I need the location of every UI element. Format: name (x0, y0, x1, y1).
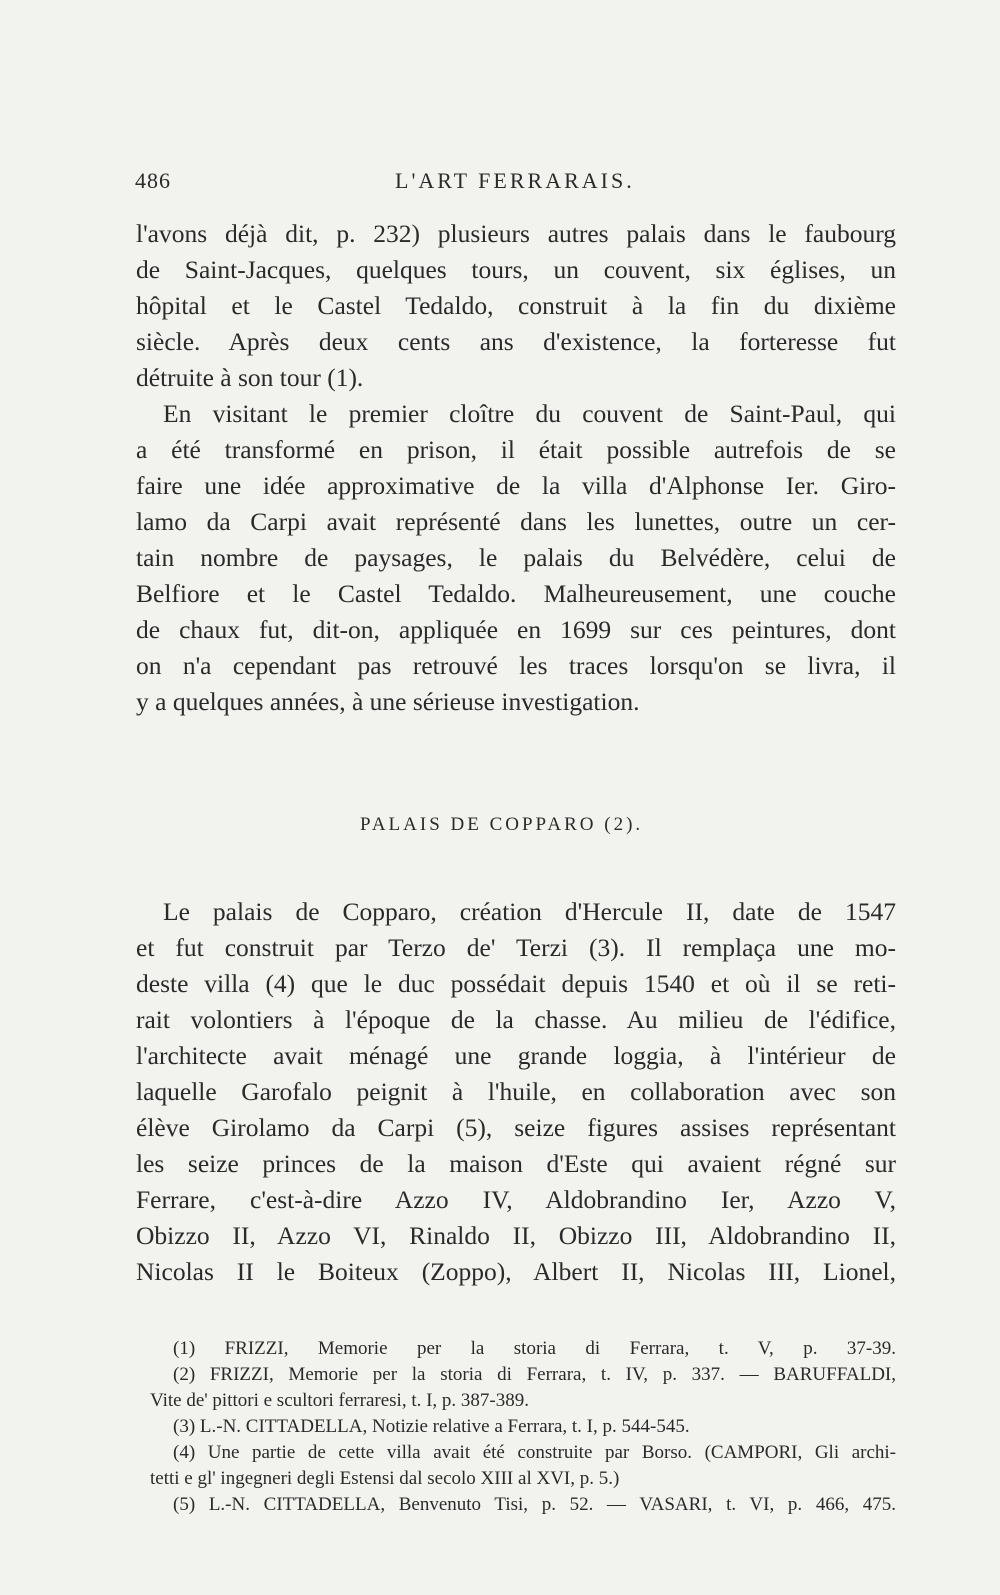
text-line: En visitant le premier cloître du couvent de Saint-Paul, qui (163, 399, 896, 428)
text-line: tain nombre de paysages, le palais du Belvédère, celui de (136, 543, 896, 572)
footnote-3: (3) L.-N. CITTADELLA, Notizie relative a Ferrara, t. I, p. 544-545. (173, 1416, 690, 1437)
text-line: de chaux fut, dit-on, appliquée en 1699 sur ces peintures, dont (136, 615, 896, 644)
text-line: siècle. Après deux cents ans d'existence, la forteresse fut (136, 327, 896, 356)
footnote-2-continued: Vite de' pittori e scultori ferraresi, t. I, p. 387-389. (150, 1390, 530, 1411)
text-line: de Saint-Jacques, quelques tours, un couvent, six églises, un (136, 255, 896, 284)
text-line: hôpital et le Castel Tedaldo, construit à la fin du dixième (136, 291, 896, 320)
text-line: les seize princes de la maison d'Este qui avaient régné sur (136, 1149, 896, 1178)
text-line: lamo da Carpi avait représenté dans les lunettes, outre un cer- (136, 507, 896, 536)
text-line: et fut construit par Terzo de' Terzi (3). Il remplaça une mo- (136, 933, 896, 962)
footnote-1: (1) FRIZZI, Memorie per la storia di Ferrara, t. V, p. 37-39. (173, 1338, 896, 1359)
running-title: L'ART FERRARAIS. (395, 168, 635, 193)
page-header (135, 168, 895, 200)
text-line: deste villa (4) que le duc possédait depuis 1540 et où il se reti- (136, 969, 896, 998)
text-line: l'avons déjà dit, p. 232) plusieurs autres palais dans le faubourg (136, 219, 896, 248)
text-line: rait volontiers à l'époque de la chasse. Au milieu de l'édifice, (136, 1005, 896, 1034)
text-line: Ferrare, c'est-à-dire Azzo IV, Aldobrandino Ier, Azzo V, (136, 1185, 896, 1214)
text-line: y a quelques années, à une sérieuse investigation. (136, 687, 640, 716)
text-line: a été transformé en prison, il était possible autrefois de se (136, 435, 896, 464)
text-line: Le palais de Copparo, création d'Hercule II, date de 1547 (163, 897, 896, 926)
text-line: Belfiore et le Castel Tedaldo. Malheureusement, une couche (136, 579, 896, 608)
footnote-5: (5) L.-N. CITTADELLA, Benvenuto Tisi, p. 52. — VASARI, t. VI, p. 466, 475. (173, 1494, 896, 1515)
text-line: détruite à son tour (1). (136, 363, 364, 392)
footnote-4-continued: tetti e gl' ingegneri degli Estensi dal secolo XIII al XVI, p. 5.) (150, 1468, 620, 1489)
text-line: laquelle Garofalo peignit à l'huile, en collaboration avec son (136, 1077, 896, 1106)
text-line: Obizzo II, Azzo VI, Rinaldo II, Obizzo III, Aldobrandino II, (136, 1221, 896, 1250)
text-line: élève Girolamo da Carpi (5), seize figures assises représentant (136, 1113, 896, 1142)
text-line: l'architecte avait ménagé une grande loggia, à l'intérieur de (136, 1041, 896, 1070)
section-title: PALAIS DE COPPARO (2). (360, 814, 644, 835)
footnote-4: (4) Une partie de cette villa avait été construite par Borso. (CAMPORI, Gli archi- (173, 1442, 896, 1463)
page-number: 486 (135, 168, 171, 193)
text-line: on n'a cependant pas retrouvé les traces lorsqu'on se livra, il (136, 651, 896, 680)
text-line: Nicolas II le Boiteux (Zoppo), Albert II, Nicolas III, Lionel, (136, 1257, 896, 1286)
text-line: faire une idée approximative de la villa d'Alphonse Ier. Giro- (136, 471, 896, 500)
footnote-2: (2) FRIZZI, Memorie per la storia di Ferrara, t. IV, p. 337. — BARUFFALDI, (173, 1364, 896, 1385)
